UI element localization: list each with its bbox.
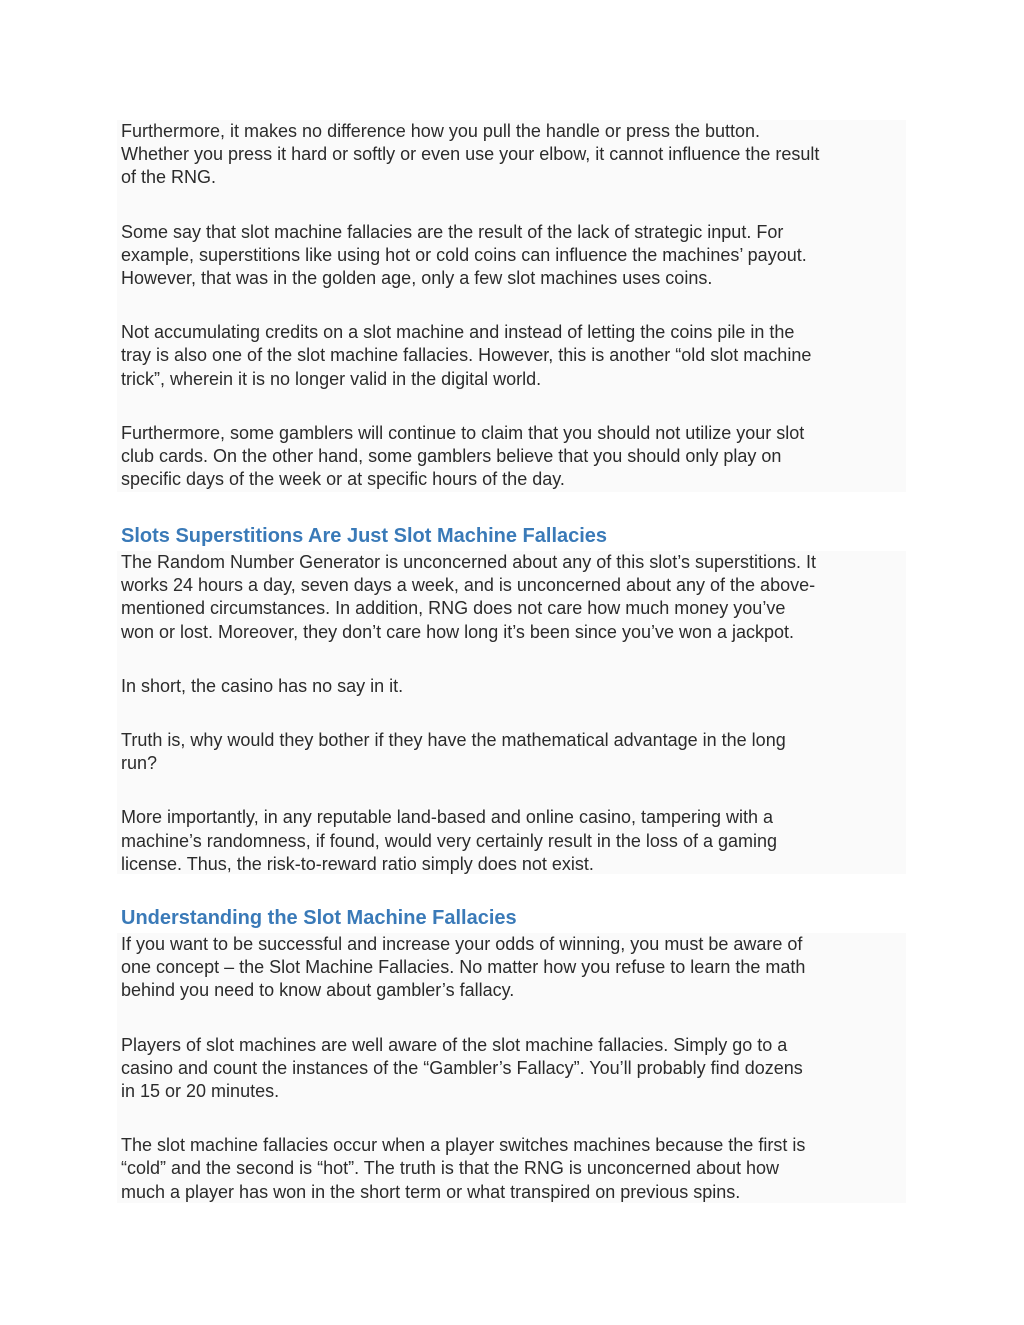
text-block-intro [117, 120, 906, 492]
paragraph: Truth is, why would they bother if they have the mathematical advantage in the long run? [121, 730, 786, 774]
paragraph: Furthermore, some gamblers will continue to claim that you should not utilize your slot club cards. On the other hand, some gamblers believe that you should only play on specific days of the week or at specific hours of the day. [121, 422, 805, 490]
paragraph: Not accumulating credits on a slot machine and instead of letting the coins pile in the tray is also one of the slot machine fallacies. However, this is another “old slot machine trick”, wherein it is no longer valid in the digital world. [121, 322, 812, 389]
section-heading-superstitions: Slots Superstitions Are Just Slot Machine Fallacies [121, 525, 608, 547]
paragraph: If you want to be successful and increase your odds of winning, you must be aware of one concept – the Slot Machine Fallacies. No matter how you refuse to learn the math behind you need to know about gambler’s fallacy. [121, 934, 806, 1001]
paragraph: Players of slot machines are well aware of the slot machine fallacies. Simply go to a casino and count the instances of the “Gambler’s Fallacy”. You’ll probably find dozens in 15 or 20 minutes. [121, 1034, 803, 1102]
paragraph: The Random Number Generator is unconcerned about any of this slot’s superstitions. It works 24 hours a day, seven days a week, and is unconcerned about any of the above- mentioned circumstances. In addition, RNG does not care how much money you’ve won or lost. Moreover, they don’t care how long it’s been since you’ve won a jackpot. [121, 552, 817, 642]
paragraph: More importantly, in any reputable land-based and online casino, tampering with a machine’s randomness, if found, would very certainly result in the loss of a gaming license. Thus, the risk-to-reward ratio simply does not exist. [121, 807, 777, 874]
paragraph: Furthermore, it makes no difference how you pull the handle or press the button. Whether you press it hard or softly or even use your elbow, it cannot influence the result of the RNG. [121, 121, 820, 188]
paragraph: In short, the casino has no say in it. [121, 675, 404, 696]
text-block-superstitions [117, 551, 906, 874]
paragraph: Some say that slot machine fallacies are the result of the lack of strategic input. For example, superstitions like using hot or cold coins can influence the machines’ payout. However, that was in the golden age, only a few slot machines uses coins. [121, 221, 807, 289]
section-heading-understanding: Understanding the Slot Machine Fallacies [121, 907, 517, 929]
paragraph: The slot machine fallacies occur when a player switches machines because the first is “cold” and the second is “hot”. The truth is that the RNG is unconcerned about how much a player has won in the short term or what transpired on previous spins. [121, 1135, 806, 1202]
text-block-understanding [117, 933, 906, 1203]
